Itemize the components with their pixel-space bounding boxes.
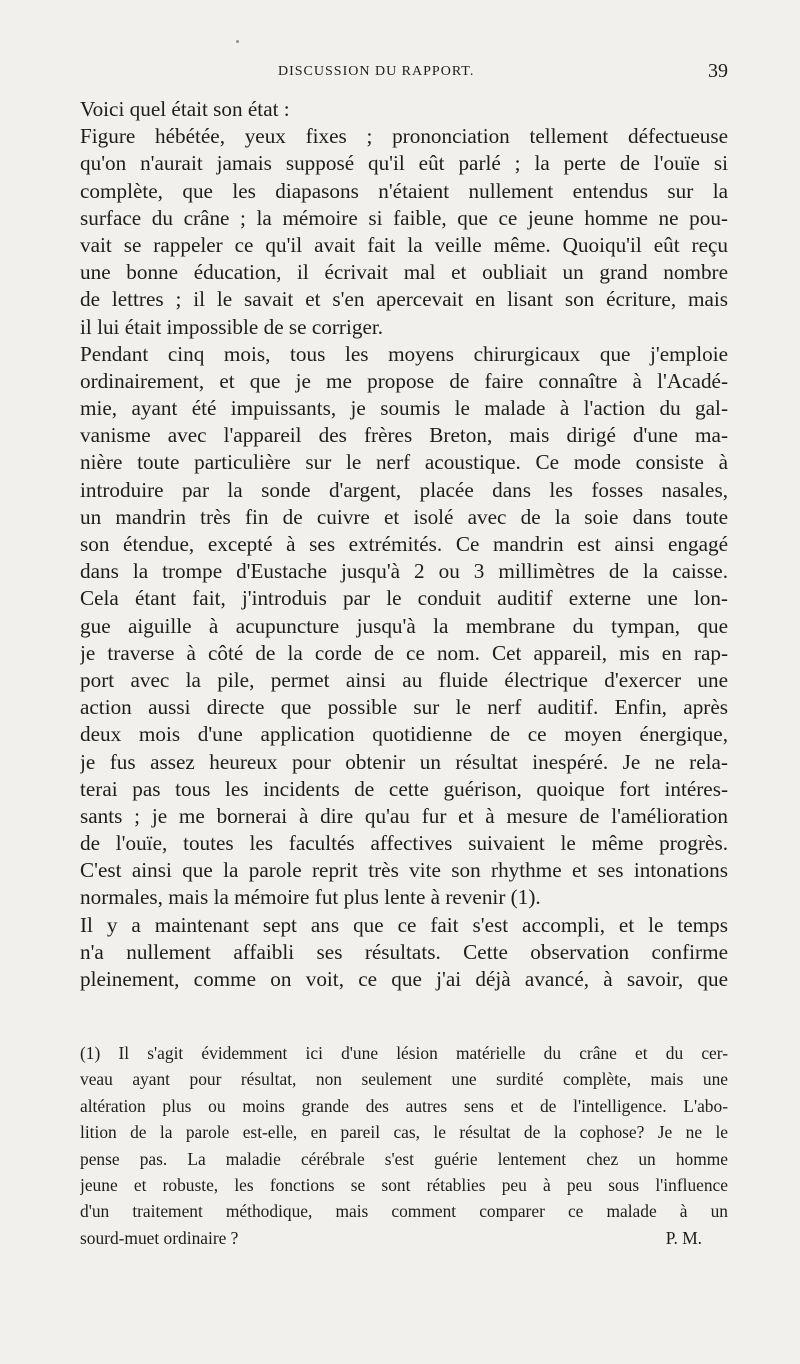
page-header [80,62,728,86]
ink-speck [236,40,239,43]
body-text [80,96,728,993]
footnote-line: (1) Il s'agit évidemment ici d'une lésion matérielle du crâne et du cer- [80,1043,728,1063]
footnote-line: sourd-muet ordinaire ? [80,1227,239,1248]
body-line: son étendue, excepté à ses extrémités. Ce mandrin est ainsi engagé [80,532,728,556]
footnote-line: altération plus ou moins grande des autres sens et de l'intelligence. L'abo- [80,1095,728,1116]
body-line: Il y a maintenant sept ans que ce fait s'est accompli, et le temps [80,912,728,937]
body-line: je traverse à côté de la corde de ce nom. Cet appareil, mis en rap- [80,640,728,665]
running-title: DISCUSSION DU RAPPORT. [278,64,475,79]
footnote-line: d'un traitement méthodique, mais comment comparer ce malade à un [80,1201,728,1222]
body-line: normales, mais la mémoire fut plus lente à revenir (1). [80,885,541,910]
body-line: Voici quel était son état : [80,97,290,121]
body-line: terai pas tous les incidents de cette guérison, quoique fort intéres- [80,776,728,801]
footnote-line: jeune et robuste, les fonctions se sont rétablies peu à peu sous l'influence [80,1174,728,1195]
body-line: dans la trompe d'Eustache jusqu'à 2 ou 3 millimètres de la caisse. [80,559,728,584]
body-line: complète, que les diapasons n'étaient nullement entendus sur la [80,178,728,203]
footnote-final-line [80,1225,728,1251]
body-line: nière toute particulière sur le nerf acoustique. Ce mode consiste à [80,450,728,475]
body-line: action aussi directe que possible sur le nerf auditif. Enfin, après [80,695,728,720]
body-line: C'est ainsi que la parole reprit très vite son rhythme et ses intonations [80,858,728,883]
body-line: de lettres ; il le savait et s'en apercevait en lisant son écriture, mais [80,287,728,312]
body-line: gue aiguille à acupuncture jusqu'à la membrane du tympan, que [80,613,728,638]
body-line: vanisme avec l'appareil des frères Breton, mais dirigé d'une ma- [80,423,728,448]
body-line: n'a nullement affaibli ses résultats. Cette observation confirme [80,939,728,964]
body-line: de l'ouïe, toutes les facultés affectives suivaient le même progrès. [80,831,728,856]
body-line: port avec la pile, permet ainsi au fluide électrique d'exercer une [80,667,728,692]
body-line: je fus assez heureux pour obtenir un résultat inespéré. Je ne rela- [80,749,728,774]
body-line: Pendant cinq mois, tous les moyens chirurgicaux que j'emploie [80,341,728,366]
footnote-line: lition de la parole est-elle, en pareil cas, le résultat de la cophose? Je ne le [80,1122,728,1143]
body-line: Figure hébétée, yeux fixes ; prononciation tellement défectueuse [80,124,728,149]
body-line: deux mois d'une application quotidienne de ce moyen énergique, [80,722,728,747]
footnote [80,1040,728,1251]
page-number: 39 [708,60,728,82]
body-line: sants ; je me bornerai à dire qu'au fur et à mesure de l'amélioration [80,803,728,828]
body-line: surface du crâne ; la mémoire si faible, que ce jeune homme ne pou- [80,205,728,230]
body-line: Cela étant fait, j'introduis par le conduit auditif externe une lon- [80,586,728,611]
body-line: il lui était impossible de se corriger. [80,314,384,339]
footnote-signature: P. M. [665,1227,702,1248]
body-line: qu'on n'aurait jamais supposé qu'il eût parlé ; la perte de l'ouïe si [80,151,728,176]
body-line: un mandrin très fin de cuivre et isolé avec de la soie dans toute [80,504,728,529]
body-line: mie, ayant été impuissants, je soumis le malade à l'action du gal- [80,396,728,421]
body-line: une bonne éducation, il écrivait mal et oubliait un grand nombre [80,260,728,285]
body-line: ordinairement, et que je me propose de faire connaître à l'Acadé- [80,368,728,393]
footnote-line: pense pas. La maladie cérébrale s'est guérie lentement chez un homme [80,1148,728,1169]
body-line: vait se rappeler ce qu'il avait fait la veille même. Quoiqu'il eût reçu [80,232,728,257]
body-line: introduire par la sonde d'argent, placée dans les fosses nasales, [80,477,728,502]
body-line: pleinement, comme on voit, ce que j'ai déjà avancé, à savoir, que [80,967,728,991]
footnote-line: veau ayant pour résultat, non seulement une surdité complète, mais une [80,1069,728,1090]
